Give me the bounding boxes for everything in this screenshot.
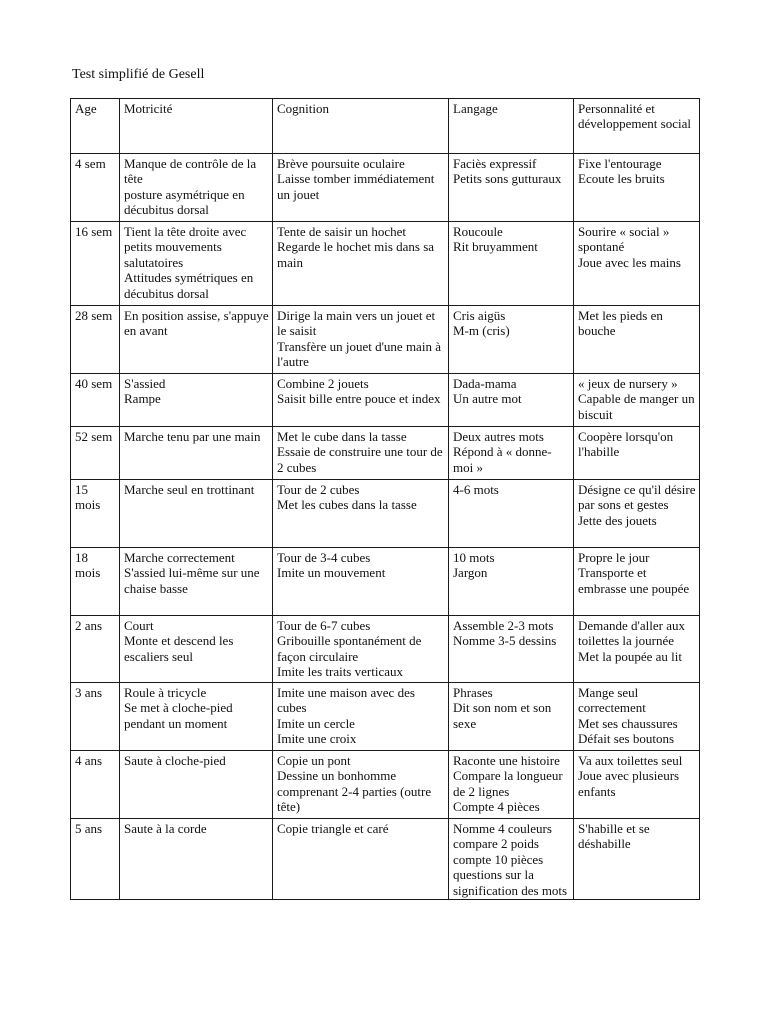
cell-langage — [449, 751, 574, 819]
cell-line: Imite les traits verticaux — [277, 664, 403, 680]
cell-langage — [449, 480, 574, 548]
cell-personnalite — [574, 374, 700, 427]
cell-line: En position assise, s'appuye en avant — [124, 308, 269, 339]
cell-line: Gribouille spontanément de façon circulaire — [277, 633, 422, 664]
cell-line: Capable de manger un biscuit — [578, 391, 695, 422]
cell-line: posture asymétrique en décubitus dorsal — [124, 186, 245, 218]
header-cognition: Cognition — [273, 99, 449, 154]
cell-line: Sourire « social » spontané — [578, 224, 670, 255]
cell-cognition — [273, 819, 449, 900]
table-row — [71, 427, 700, 480]
cell-line: Saisit bille entre pouce et index — [277, 391, 441, 407]
cell-personnalite — [574, 222, 700, 306]
header-age: Age — [71, 99, 120, 154]
cell-line: Brève poursuite oculaire — [277, 156, 405, 171]
cell-line: Jette des jouets — [578, 512, 657, 528]
cell-line: Dit son nom et son sexe — [453, 700, 552, 731]
cell-line: Cris aigüs — [453, 308, 506, 323]
cell-line: Compare la longueur de 2 lignes — [453, 768, 563, 799]
header-personnalite: Personnalité et développement social — [574, 99, 700, 154]
table-header-row — [71, 99, 700, 154]
cell-line: Roucoule — [453, 224, 503, 239]
cell-line: Regarde le hochet mis dans sa main — [277, 239, 435, 270]
cell-cognition — [273, 154, 449, 222]
cell-motricite — [120, 819, 273, 900]
cell-age: 3 ans — [71, 683, 120, 751]
cell-line: Dessine un bonhomme comprenant 2-4 parties (outre tête) — [277, 768, 432, 815]
cell-line: 10 mots — [453, 550, 495, 565]
cell-age: 2 ans — [71, 616, 120, 683]
cell-langage — [449, 819, 574, 900]
table-row — [71, 154, 700, 222]
cell-line: Essaie de construire une tour de 2 cubes — [277, 444, 443, 475]
cell-langage — [449, 306, 574, 374]
cell-langage — [449, 154, 574, 222]
cell-line: Demande d'aller aux toilettes la journée — [578, 618, 686, 649]
cell-motricite — [120, 548, 273, 616]
cell-line: Manque de contrôle de la tête — [124, 156, 257, 187]
cell-line: Fixe l'entourage — [578, 156, 662, 171]
cell-line: Imite un cercle — [277, 715, 355, 731]
cell-line: Phrases — [453, 685, 493, 700]
cell-line: Tour de 6-7 cubes — [277, 618, 371, 633]
cell-langage — [449, 427, 574, 480]
table-row — [71, 222, 700, 306]
cell-motricite — [120, 751, 273, 819]
cell-langage — [449, 683, 574, 751]
gesell-table — [70, 98, 700, 900]
cell-personnalite — [574, 683, 700, 751]
table-row — [71, 306, 700, 374]
cell-personnalite — [574, 616, 700, 683]
cell-cognition — [273, 548, 449, 616]
cell-line: M-m (cris) — [453, 323, 510, 339]
cell-motricite — [120, 154, 273, 222]
table-row — [71, 548, 700, 616]
cell-line: Imite une maison avec des cubes — [277, 685, 415, 716]
cell-age: 4 sem — [71, 154, 120, 222]
cell-cognition — [273, 751, 449, 819]
document-title: Test simplifié de Gesell — [72, 67, 205, 82]
cell-line: Rit bruyamment — [453, 239, 538, 255]
cell-line: Combine 2 jouets — [277, 376, 369, 391]
cell-personnalite — [574, 751, 700, 819]
cell-cognition — [273, 374, 449, 427]
cell-line: Saute à cloche-pied — [124, 753, 226, 768]
cell-line: Faciès expressif — [453, 156, 537, 171]
cell-line: Marche correctement — [124, 550, 235, 565]
cell-cognition — [273, 480, 449, 548]
cell-line: Marche tenu par une main — [124, 429, 261, 444]
cell-age: 5 ans — [71, 819, 120, 900]
cell-line: Nomme 4 couleurs — [453, 821, 552, 836]
cell-cognition — [273, 222, 449, 306]
cell-line: compare 2 poids — [453, 836, 539, 852]
cell-line: Attitudes symétriques en décubitus dorsal — [124, 270, 254, 301]
cell-cognition — [273, 306, 449, 374]
cell-langage — [449, 222, 574, 306]
cell-age: 4 ans — [71, 751, 120, 819]
cell-motricite — [120, 427, 273, 480]
cell-motricite — [120, 222, 273, 306]
cell-line: Désigne ce qu'il désire par sons et gestes — [578, 482, 696, 513]
cell-line: S'assied — [124, 376, 166, 391]
cell-personnalite — [574, 548, 700, 616]
cell-line: Mange seul correctement — [578, 685, 646, 716]
cell-line: Tient la tête droite avec petits mouvements salutatoires — [124, 224, 247, 270]
cell-line: Va aux toilettes seul — [578, 753, 683, 768]
cell-personnalite — [574, 480, 700, 548]
cell-age: 52 sem — [71, 427, 120, 480]
cell-line: S'habille et se déshabille — [578, 821, 650, 852]
cell-langage — [449, 616, 574, 683]
header-motricite: Motricité — [120, 99, 273, 154]
cell-motricite — [120, 616, 273, 683]
cell-line: Coopère lorsqu'on l'habille — [578, 429, 674, 460]
cell-line: Dirige la main vers un jouet et le saisit — [277, 308, 436, 339]
cell-line: Assemble 2-3 mots — [453, 618, 554, 633]
cell-line: Met les cubes dans la tasse — [277, 497, 417, 513]
cell-line: Court — [124, 618, 154, 633]
cell-age: 18 mois — [71, 548, 120, 616]
cell-line: Se met à cloche-pied pendant un moment — [124, 700, 233, 731]
cell-cognition — [273, 616, 449, 683]
cell-line: Propre le jour — [578, 550, 650, 565]
cell-line: Répond à « donne-moi » — [453, 444, 552, 475]
cell-line: Tente de saisir un hochet — [277, 224, 407, 239]
header-langage: Langage — [449, 99, 574, 154]
cell-line: Dada-mama — [453, 376, 517, 391]
table-row — [71, 616, 700, 683]
cell-line: Rampe — [124, 391, 161, 407]
cell-line: Met la poupée au lit — [578, 648, 682, 664]
cell-age: 15 mois — [71, 480, 120, 548]
cell-motricite — [120, 306, 273, 374]
cell-line: Défait ses boutons — [578, 731, 675, 747]
cell-line: Met le cube dans la tasse — [277, 429, 407, 444]
cell-line: Joue avec les mains — [578, 254, 681, 270]
cell-line: Deux autres mots — [453, 429, 544, 444]
cell-line: Transfère un jouet d'une main à l'autre — [277, 338, 441, 370]
cell-motricite — [120, 480, 273, 548]
table-row — [71, 480, 700, 548]
cell-personnalite — [574, 819, 700, 900]
cell-line: Petits sons gutturaux — [453, 171, 562, 187]
table-row — [71, 374, 700, 427]
cell-cognition — [273, 683, 449, 751]
cell-cognition — [273, 427, 449, 480]
cell-line: 4-6 mots — [453, 482, 499, 497]
cell-line: Copie triangle et caré — [277, 821, 389, 836]
cell-line: Marche seul en trottinant — [124, 482, 255, 497]
cell-personnalite — [574, 427, 700, 480]
cell-line: Nomme 3-5 dessins — [453, 633, 557, 649]
cell-motricite — [120, 374, 273, 427]
cell-line: S'assied lui-même sur une chaise basse — [124, 565, 260, 596]
cell-langage — [449, 374, 574, 427]
cell-line: Imite une croix — [277, 731, 357, 747]
cell-line: Un autre mot — [453, 391, 522, 407]
cell-line: Met ses chaussures — [578, 715, 678, 731]
cell-personnalite — [574, 306, 700, 374]
cell-line: Tour de 2 cubes — [277, 482, 360, 497]
cell-line: compte 10 pièces — [453, 851, 544, 867]
table-row — [71, 819, 700, 900]
cell-line: Roule à tricycle — [124, 685, 207, 700]
cell-line: Imite un mouvement — [277, 565, 386, 581]
table-row — [71, 751, 700, 819]
cell-line: Compte 4 pièces — [453, 799, 540, 815]
cell-line: Laisse tomber immédiatement un jouet — [277, 171, 435, 202]
cell-age: 40 sem — [71, 374, 120, 427]
table-row — [71, 683, 700, 751]
cell-line: Raconte une histoire — [453, 753, 560, 768]
cell-langage — [449, 548, 574, 616]
cell-line: Monte et descend les escaliers seul — [124, 633, 234, 664]
cell-age: 28 sem — [71, 306, 120, 374]
cell-line: « jeux de nursery » — [578, 376, 678, 391]
cell-line: Saute à la corde — [124, 821, 207, 836]
cell-line: Transporte et embrasse une poupée — [578, 565, 690, 596]
cell-line: Copie un pont — [277, 753, 351, 768]
cell-line: Jargon — [453, 565, 488, 581]
table-body — [71, 154, 700, 900]
cell-line: Tour de 3-4 cubes — [277, 550, 371, 565]
cell-line: Joue avec plusieurs enfants — [578, 768, 680, 799]
cell-age: 16 sem — [71, 222, 120, 306]
cell-motricite — [120, 683, 273, 751]
cell-personnalite — [574, 154, 700, 222]
cell-line: questions sur la signification des mots — [453, 867, 568, 898]
cell-line: Ecoute les bruits — [578, 171, 665, 187]
cell-line: Met les pieds en bouche — [578, 308, 663, 339]
